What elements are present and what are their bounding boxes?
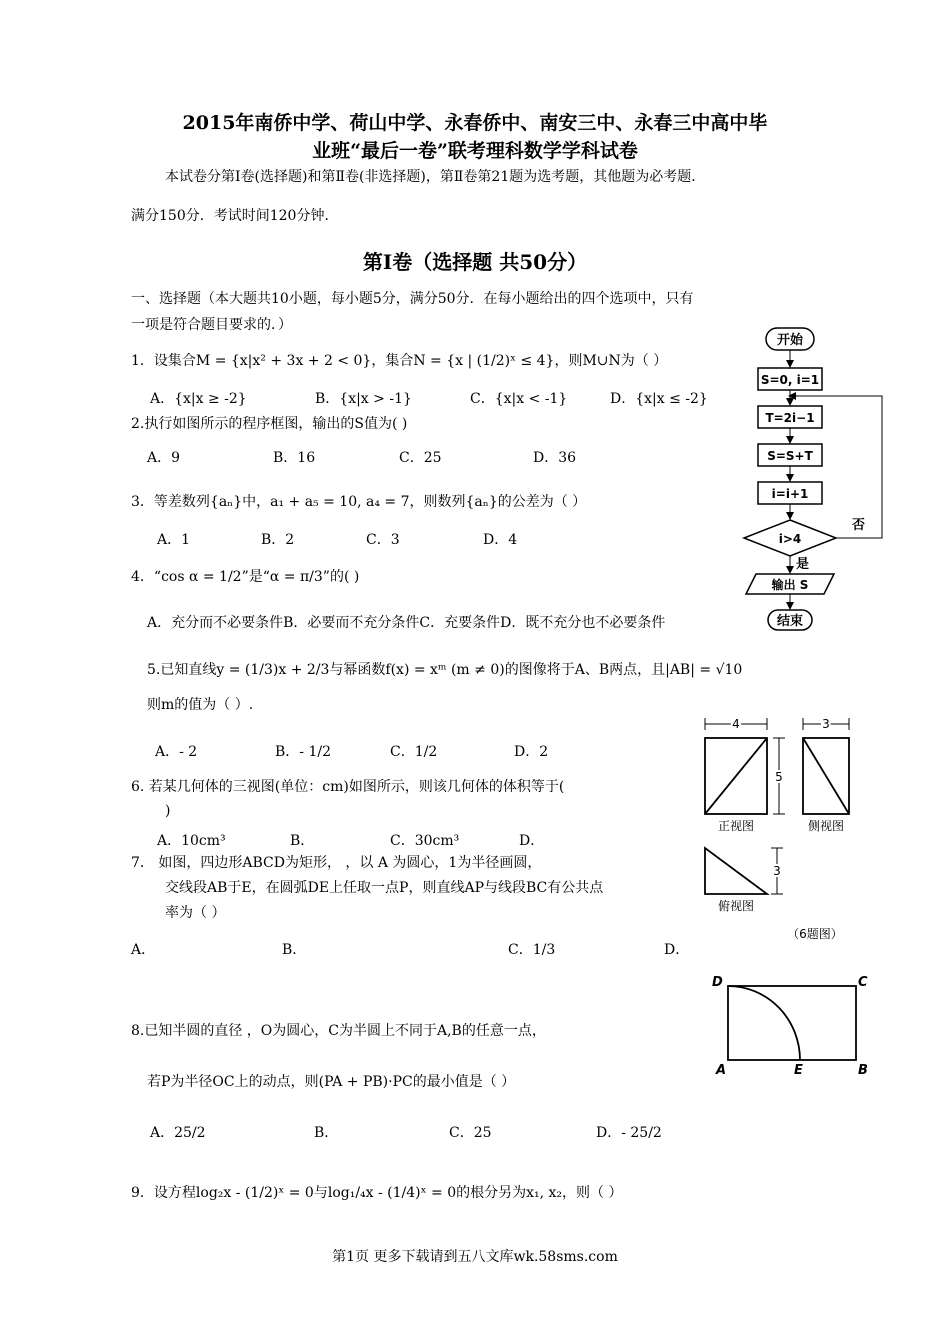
q5-stem2: 则m的值为（ ）. [147, 697, 254, 713]
exam-title-line2: 业班“最后一卷”联考理科数学学科试卷 [312, 140, 638, 162]
q4-stem: 4．“cos α = 1/2”是“α = π/3”的( ) [131, 569, 360, 585]
q3-option-c: C．3 [366, 532, 400, 548]
exam-title-line1: 2015年南侨中学、荷山中学、永春侨中、南安三中、永春三中高中毕 [182, 112, 768, 134]
top-view-caption: 俯视图 [717, 899, 755, 913]
flow-output-label: 输出 S [771, 578, 809, 592]
q9-stem: 9．设方程log₂x - (1/2)ˣ = 0与log₁/₄x - (1/4)ˣ = 0的根分另为x₁, x₂，则（ ） [131, 1185, 623, 1201]
q2-option-d: D．36 [533, 450, 577, 466]
flowchart-figure [730, 322, 900, 642]
q5-option-b: B．- 1/2 [275, 744, 331, 760]
front-width-label: 4 [732, 717, 740, 731]
intro-line2: 满分150分．考试时间120分钟． [131, 208, 339, 224]
q3-option-d: D．4 [483, 532, 518, 548]
q1-stem: 1．设集合M = {x|x² + 3x + 2 < 0}，集合N = {x | (1/2)ˣ ≤ 4}，则M∪N为（ ） [131, 353, 668, 369]
q2-option-c: C．25 [399, 450, 442, 466]
intro-line1: 本试卷分第Ⅰ卷(选择题)和第Ⅱ卷(非选择题)，第Ⅱ卷第21题为选考题，其他题为必考题． [165, 169, 706, 185]
q6-option-d: D． [519, 833, 545, 849]
flow-condition-label: i>4 [778, 532, 802, 546]
q6-stem: 6. 若某几何体的三视图(单位：cm)如图所示，则该几何体的体积等于( [131, 779, 565, 795]
section-title: 第Ⅰ卷（选择题 共50分） [362, 250, 588, 274]
figure6-caption: （6题图） [787, 927, 843, 941]
rect-abcd [728, 986, 856, 1060]
q2-stem: 2.执行如图所示的程序框图，输出的S值为( ) [131, 416, 408, 432]
q6-option-b: B． [290, 833, 315, 849]
section-instructions-2: 一项是符合题目要求的．） [131, 317, 292, 333]
point-d-label: D [712, 975, 723, 990]
q2-option-a: A．9 [147, 450, 181, 466]
top-view-triangle [705, 848, 767, 894]
q6-option-c: C．30cm³ [390, 833, 460, 849]
point-c-label: C [858, 975, 868, 990]
q8-option-c: C．25 [449, 1125, 492, 1141]
q7-stem3: 率为（ ） [165, 905, 226, 921]
point-a-label: A [716, 1063, 727, 1078]
q7-stem2: 交线段AB于E，在圆弧DE上任取一点P，则直线AP与线段BC有公共点 [165, 880, 604, 896]
side-width-label: 3 [822, 717, 830, 731]
q8-option-a: A．25/2 [150, 1125, 206, 1141]
q1-option-a: A．{x|x ≥ -2} [150, 391, 247, 407]
height-label: 5 [775, 770, 783, 784]
q7-option-a: A． [131, 942, 156, 958]
q6-stem2: ) [165, 803, 171, 819]
front-view-diagonal [705, 738, 767, 814]
q1-option-c: C．{x|x < -1} [470, 391, 568, 407]
q7-option-d: D． [664, 942, 690, 958]
flow-no-label: 否 [852, 518, 866, 533]
q7-stem1: 7． 如图，四边形ABCD为矩形， ，以 A 为圆心，1为半径画圆， [131, 855, 542, 871]
front-view-caption: 正视图 [717, 819, 755, 833]
q3-option-a: A．1 [157, 532, 191, 548]
q5-option-d: D．2 [514, 744, 549, 760]
q7-option-c: C．1/3 [508, 942, 556, 958]
q7-option-b: B． [282, 942, 307, 958]
q8-option-d: D．- 25/2 [596, 1125, 662, 1141]
page-footer: 第1页 更多下载请到五八文库wk.58sms.com [332, 1249, 618, 1265]
q1-option-b: B．{x|x > -1} [315, 391, 412, 407]
q5-option-a: A．- 2 [155, 744, 198, 760]
side-view-caption: 侧视图 [807, 819, 845, 833]
side-view-diagonal [803, 738, 849, 814]
q8-stem1: 8.已知半圆的直径 ，O为圆心，C为半圆上不同于A,B的任意一点， [131, 1023, 546, 1039]
flow-step1-label: T=2i−1 [765, 411, 815, 425]
q3-option-b: B．2 [261, 532, 295, 548]
q4-options: A．充分而不必要条件B．必要而不充分条件C．充要条件D．既不充分也不必要条件 [147, 615, 666, 631]
flow-yes-label: 是 [796, 557, 810, 572]
flow-start-label: 开始 [776, 333, 804, 348]
q3-stem: 3．等差数列{aₙ}中，a₁ + a₅ = 10, a₄ = 7，则数列{aₙ}的公差为（ ） [131, 494, 587, 510]
section-instructions-1: 一、选择题（本大题共10小题，每小题5分，满分50分．在每小题给出的四个选项中，只有 [131, 291, 694, 307]
q2-option-b: B．16 [273, 450, 316, 466]
flow-step3-label: i=i+1 [771, 487, 809, 501]
q5-option-c: C．1/2 [390, 744, 438, 760]
q8-stem2: 若P为半径OC上的动点，则(PA + PB)·PC的最小值是（ ） [147, 1074, 516, 1090]
flow-end-label: 结束 [776, 614, 804, 629]
three-view-figure [695, 712, 870, 952]
point-e-label: E [794, 1063, 803, 1078]
top-height-label: 3 [773, 864, 781, 878]
q8-option-b: B． [314, 1125, 339, 1141]
flow-init-label: S=0, i=1 [760, 373, 820, 387]
flow-step2-label: S=S+T [767, 449, 813, 463]
q6-option-a: A．10cm³ [157, 833, 226, 849]
rectangle-abcd-figure [708, 970, 878, 1080]
point-b-label: B [858, 1063, 868, 1078]
q5-stem: 5.已知直线y = (1/3)x + 2/3与幂函数f(x) = xᵐ (m ≠ 0)的图像将于A、B两点，且|AB| = √10 [147, 662, 743, 678]
arc-de [728, 986, 800, 1060]
q1-option-d: D．{x|x ≤ -2} [610, 391, 708, 407]
